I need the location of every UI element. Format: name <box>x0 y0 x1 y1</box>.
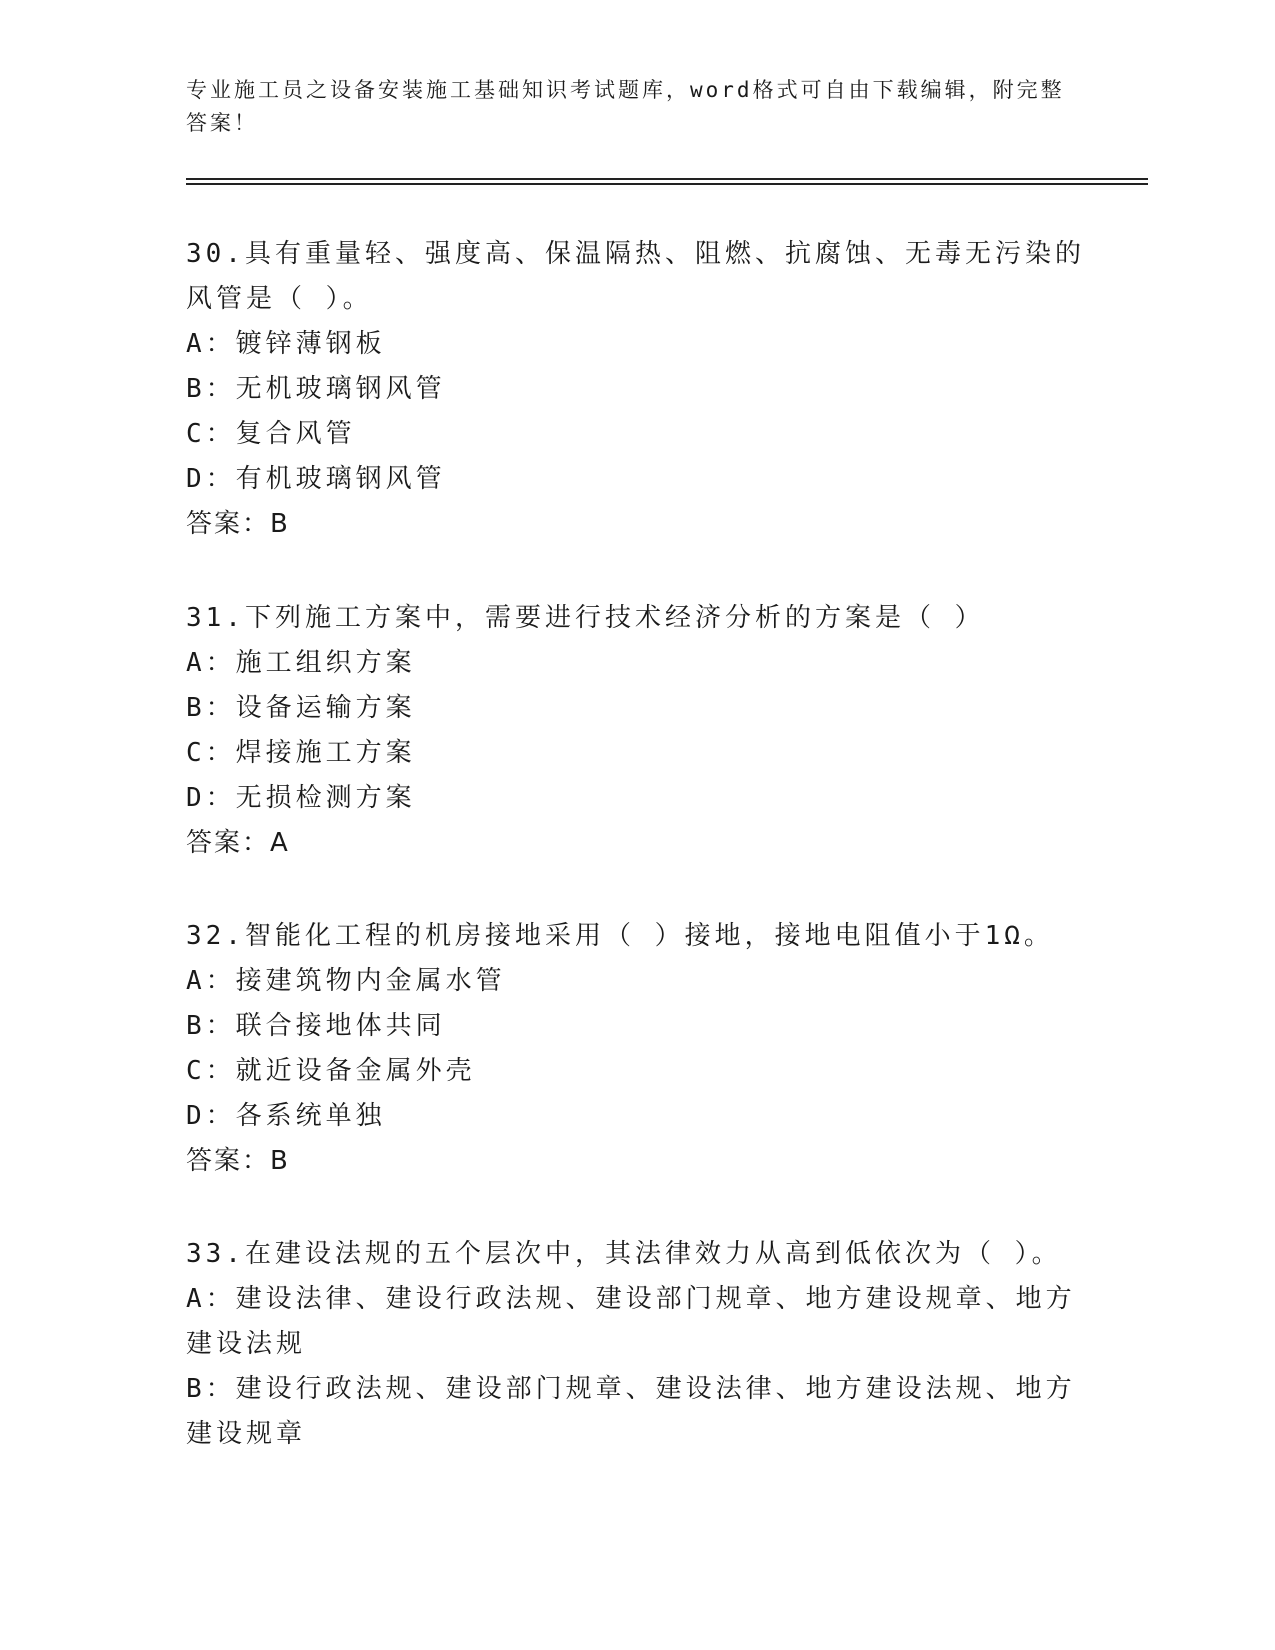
option-a: A：接建筑物内金属水管 <box>186 966 506 996</box>
question-33 <box>186 1232 1086 1457</box>
question-30 <box>186 232 1086 547</box>
answer-label: 答案：A <box>186 828 290 858</box>
option-b: B：联合接地体共同 <box>186 1011 446 1041</box>
option-d: D：无损检测方案 <box>186 783 416 813</box>
option-b: B：建设行政法规、建设部门规章、建设法律、地方建设法规、地方建设规章 <box>186 1374 1076 1449</box>
option-d: D：各系统单独 <box>186 1101 386 1131</box>
option-c: C：复合风管 <box>186 419 356 449</box>
option-a: A：镀锌薄钢板 <box>186 329 386 359</box>
header-rule-bottom <box>186 183 1148 185</box>
answer-label: 答案：B <box>186 1146 290 1176</box>
question-32 <box>186 914 1086 1184</box>
answer-label: 答案：B <box>186 509 290 539</box>
option-c: C：焊接施工方案 <box>186 738 416 768</box>
question-title: 31.下列施工方案中，需要进行技术经济分析的方案是（ ） <box>186 603 985 633</box>
option-b: B：设备运输方案 <box>186 693 416 723</box>
option-c: C：就近设备金属外壳 <box>186 1056 476 1086</box>
question-title: 33.在建设法规的五个层次中，其法律效力从高到低依次为（ ）。 <box>186 1239 1062 1269</box>
option-b: B：无机玻璃钢风管 <box>186 374 446 404</box>
question-title: 30.具有重量轻、强度高、保温隔热、阻燃、抗腐蚀、无毒无污染的风管是（ ）。 <box>186 239 1085 314</box>
option-d: D：有机玻璃钢风管 <box>186 464 446 494</box>
option-a: A：建设法律、建设行政法规、建设部门规章、地方建设规章、地方建设法规 <box>186 1284 1076 1359</box>
question-title: 32.智能化工程的机房接地采用（ ）接地，接地电阻值小于1Ω。 <box>186 921 1054 951</box>
option-a: A：施工组织方案 <box>186 648 416 678</box>
header-rule-top <box>186 178 1148 180</box>
question-31 <box>186 596 1086 866</box>
document-header: 专业施工员之设备安装施工基础知识考试题库，word格式可自由下载编辑，附完整答案！ <box>186 78 1065 135</box>
